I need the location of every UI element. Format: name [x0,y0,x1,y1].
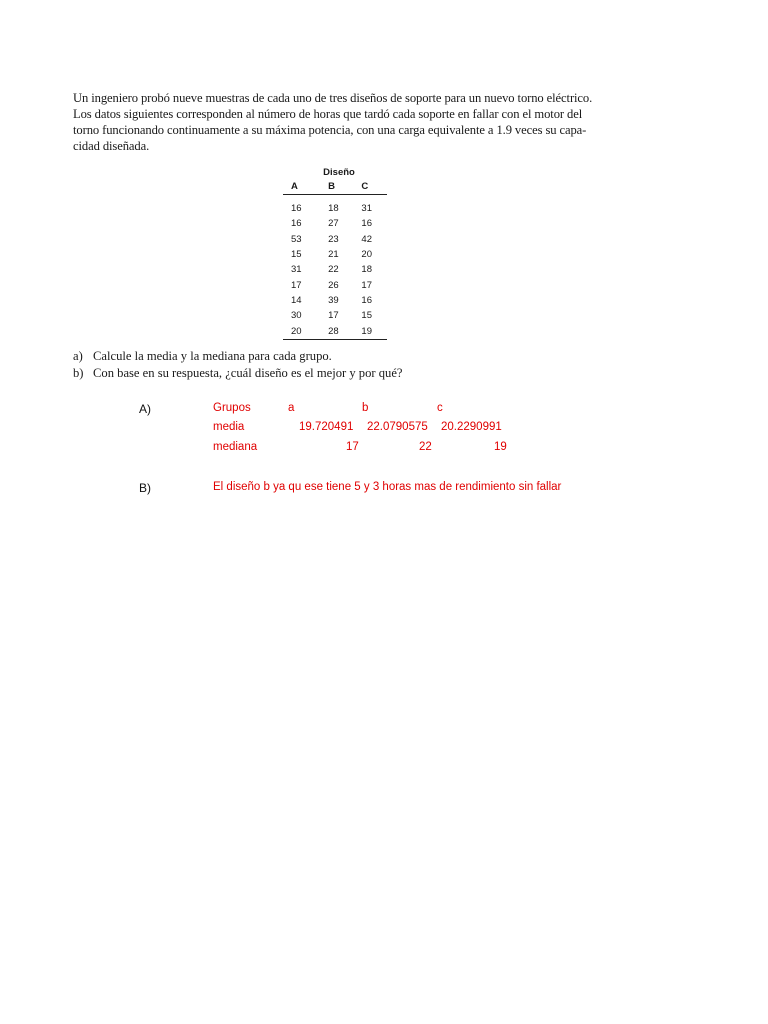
table-cell: 23 [328,233,339,245]
answer-b-label: B) [139,481,151,495]
table-cell: 20 [283,323,328,339]
table-cell: 30 [291,310,302,322]
table-title-row [283,166,387,179]
table-cell: 14 [291,294,302,306]
table-row [283,247,387,262]
group-name-a: a [288,402,295,414]
table-cell: 21 [328,249,339,261]
table-cell: 27 [328,218,339,230]
table-header-row [283,179,387,195]
media-label: media [213,421,245,433]
mediana-label: mediana [213,441,258,453]
answer-a-label: A) [139,402,151,416]
table-cell: 18 [361,264,372,276]
group-name-b: b [362,402,369,414]
problem-line-4: cidad diseñada. [73,139,150,153]
question-b [73,365,403,382]
mediana-value-a: 17 [346,441,359,453]
media-value-a: 19.720491 [299,421,354,433]
table-cell: 16 [291,218,302,230]
table-cell: 19 [361,323,387,339]
question-list [73,348,403,382]
groups-label: Grupos [213,402,251,414]
table-row [283,262,387,277]
design-data-table [283,166,387,340]
table-row [283,216,387,231]
table-cell: 17 [291,279,302,291]
table-cell: 16 [291,203,302,215]
table-cell: 22 [328,264,339,276]
table-title: Diseño [323,167,355,178]
table-row [283,323,387,339]
media-value-c: 20.2290991 [441,421,502,433]
problem-line-2: Los datos siguientes corresponden al número de horas que tardó cada soporte en fallar con el motor del [73,107,583,121]
table-cell: 18 [328,203,339,215]
mediana-value-c: 19 [494,441,507,453]
table-cell: 17 [328,310,339,322]
table-cell: 15 [291,249,302,261]
table-cell: 53 [291,233,302,245]
question-text: Con base en su respuesta, ¿cuál diseño es el mejor y por qué? [93,366,403,380]
problem-statement [73,90,613,154]
table-cell: 26 [328,279,339,291]
table-row [283,232,387,247]
table-cell: 15 [361,310,372,322]
table-cell: 28 [328,323,361,339]
question-a [73,348,403,365]
question-letter: a) [73,349,83,363]
table-cell: 16 [361,294,372,306]
mediana-value-b: 22 [419,441,432,453]
table-row [283,277,387,292]
table-row [283,201,387,216]
answer-b-text: El diseño b ya qu ese tiene 5 y 3 horas mas de rendimiento sin fallar [213,481,562,493]
table-row [283,293,387,308]
column-header-a: A [283,179,328,195]
media-value-b: 22.0790575 [367,421,428,433]
problem-line-1: Un ingeniero probó nueve muestras de cada uno de tres diseños de soporte para un nuevo torno eléctrico. [73,91,593,105]
table-cell: 17 [361,279,372,291]
table-row [283,308,387,323]
group-name-c: c [437,402,443,414]
problem-line-3: torno funcionando continuamente a su máxima potencia, con una carga equivalente a 1.9 veces su capa- [73,123,587,137]
table-cell: 31 [291,264,302,276]
table-cell: 16 [361,218,372,230]
column-header-b: B [328,179,361,195]
table-cell: 39 [328,294,339,306]
question-letter: b) [73,366,84,380]
table-cell: 31 [361,203,372,215]
column-header-c: C [361,179,387,195]
table-cell: 20 [361,249,372,261]
question-text: Calcule la media y la mediana para cada grupo. [93,349,332,363]
table-cell: 42 [361,233,372,245]
